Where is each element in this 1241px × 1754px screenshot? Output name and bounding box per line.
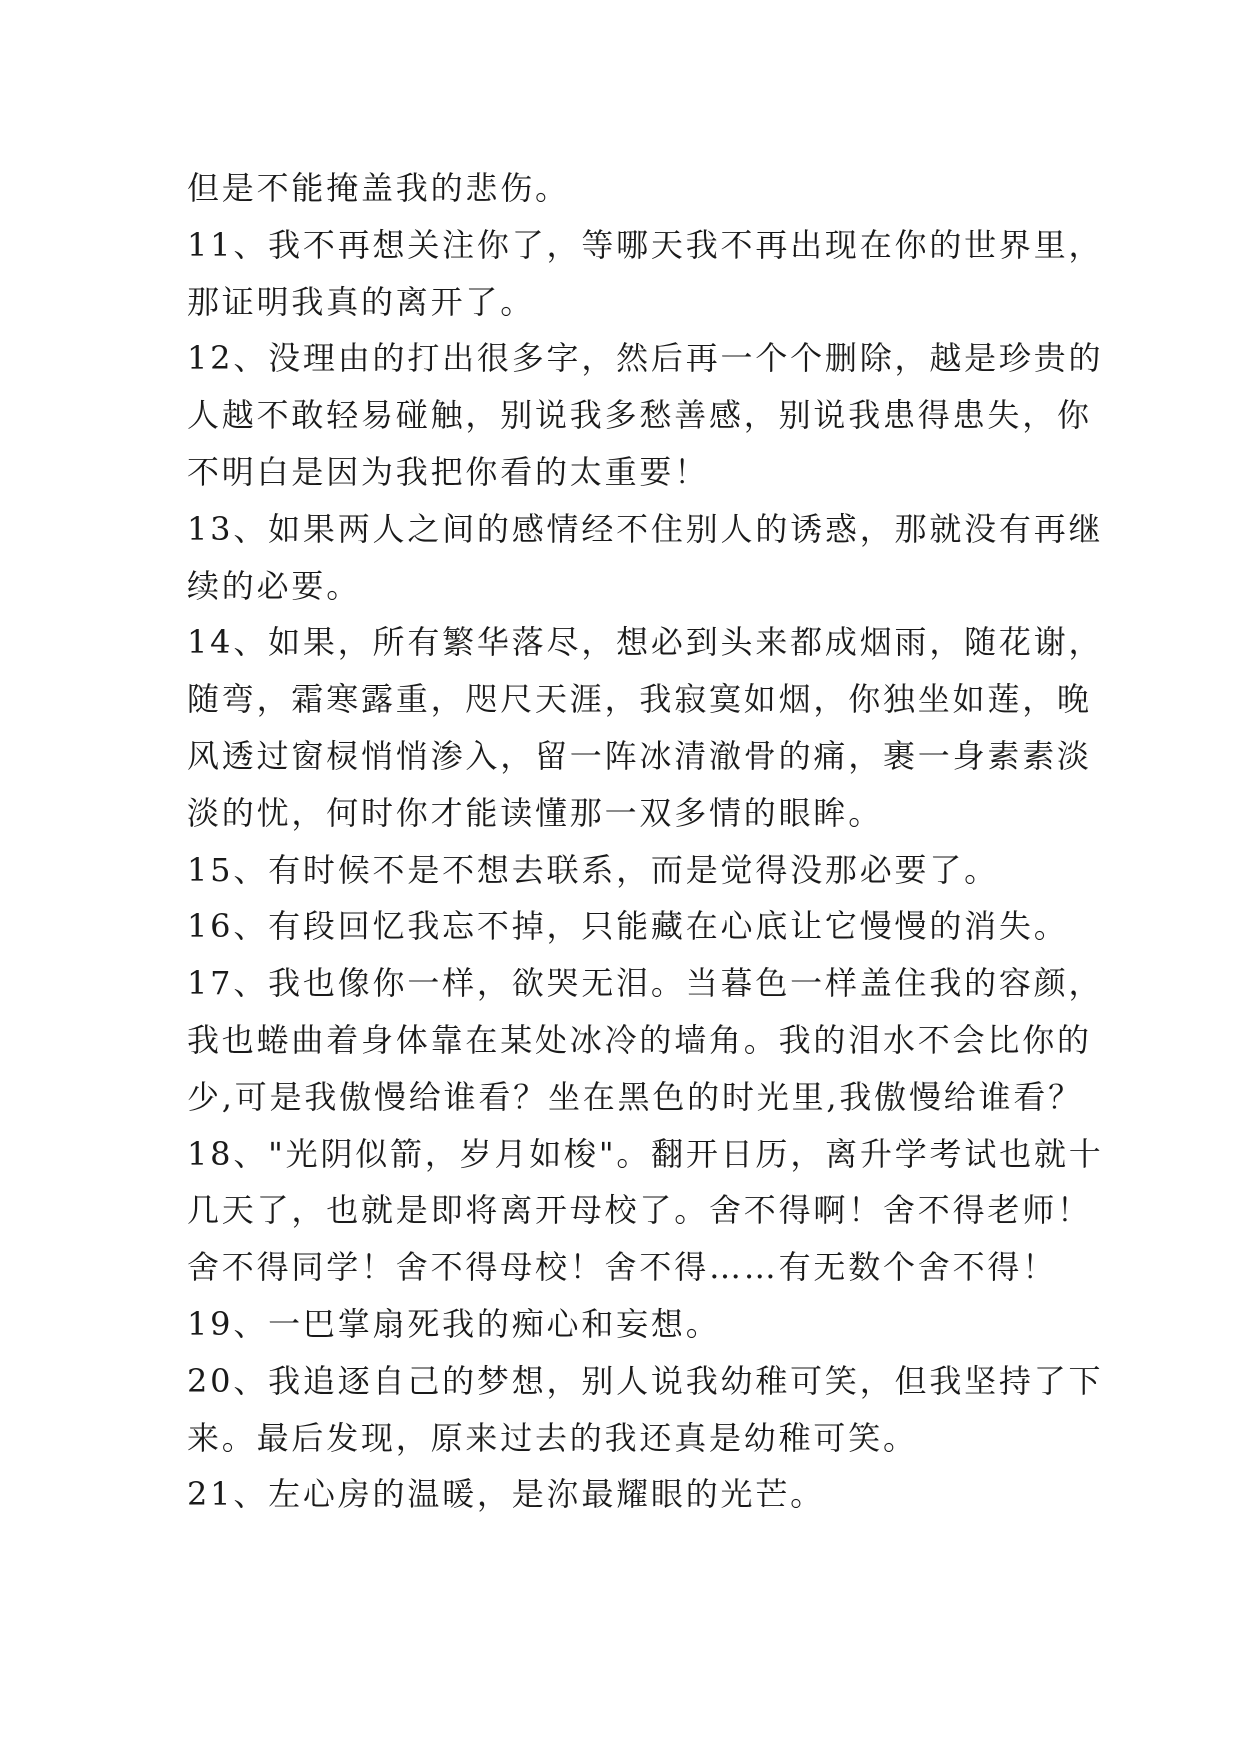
text-line: 18、"光阴似箭，岁月如梭"。翻开日历，离升学考试也就十 [187,1134,1104,1173]
text-line: 15、有时候不是不想去联系，而是觉得没那必要了。 [187,850,999,889]
text-line: 13、如果两人之间的感情经不住别人的诱惑，那就没有再继 [187,509,1104,548]
text-line: 17、我也像你一样，欲哭无泪。当暮色一样盖住我的容颜， [187,964,1104,1003]
text-line: 12、没理由的打出很多字，然后再一个个删除，越是珍贵的 [187,339,1104,378]
text-line: 少,可是我傲慢给谁看？坐在黑色的时光里,我傲慢给谁看？ [187,1077,1083,1116]
text-line: 11、我不再想关注你了，等哪天我不再出现在你的世界里， [187,225,1104,264]
text-line: 16、有段回忆我忘不掉，只能藏在心底让它慢慢的消失。 [187,907,1069,946]
text-line: 风透过窗棂悄悄渗入，留一阵冰清澈骨的痛，裹一身素素淡 [187,736,1092,775]
text-line: 人越不敢轻易碰触，别说我多愁善感，别说我患得患失，你 [187,396,1092,435]
document-body [187,160,1104,1523]
text-line: 21、左心房的温暖，是沵最耀眼的光芒。 [187,1475,825,1514]
text-line: 但是不能掩盖我的悲伤。 [187,169,570,207]
text-line: 20、我追逐自己的梦想，别人说我幼稚可笑，但我坚持了下 [187,1361,1104,1400]
text-line: 随弯，霜寒露重，咫尺天涯，我寂寞如烟，你独坐如莲，晚 [187,680,1092,719]
text-line: 来。最后发现，原来过去的我还真是幼稚可笑。 [187,1418,918,1457]
text-line: 舍不得同学！舍不得母校！舍不得……有无数个舍不得！ [187,1248,1058,1287]
text-line: 那证明我真的离开了。 [187,282,536,321]
text-line: 续的必要。 [187,566,362,605]
text-line: 不明白是因为我把你看的太重要！ [187,452,710,491]
text-line: 19、一巴掌扇死我的痴心和妄想。 [187,1304,721,1343]
text-line: 几天了，也就是即将离开母校了。舍不得啊！舍不得老师！ [187,1191,1092,1230]
text-line: 我也蜷曲着身体靠在某处冰冷的墙角。我的泪水不会比你的 [187,1020,1092,1059]
text-line: 淡的忧，何时你才能读懂那一双多情的眼眸。 [187,793,884,832]
text-line: 14、如果，所有繁华落尽，想必到头来都成烟雨，随花谢， [187,623,1104,662]
